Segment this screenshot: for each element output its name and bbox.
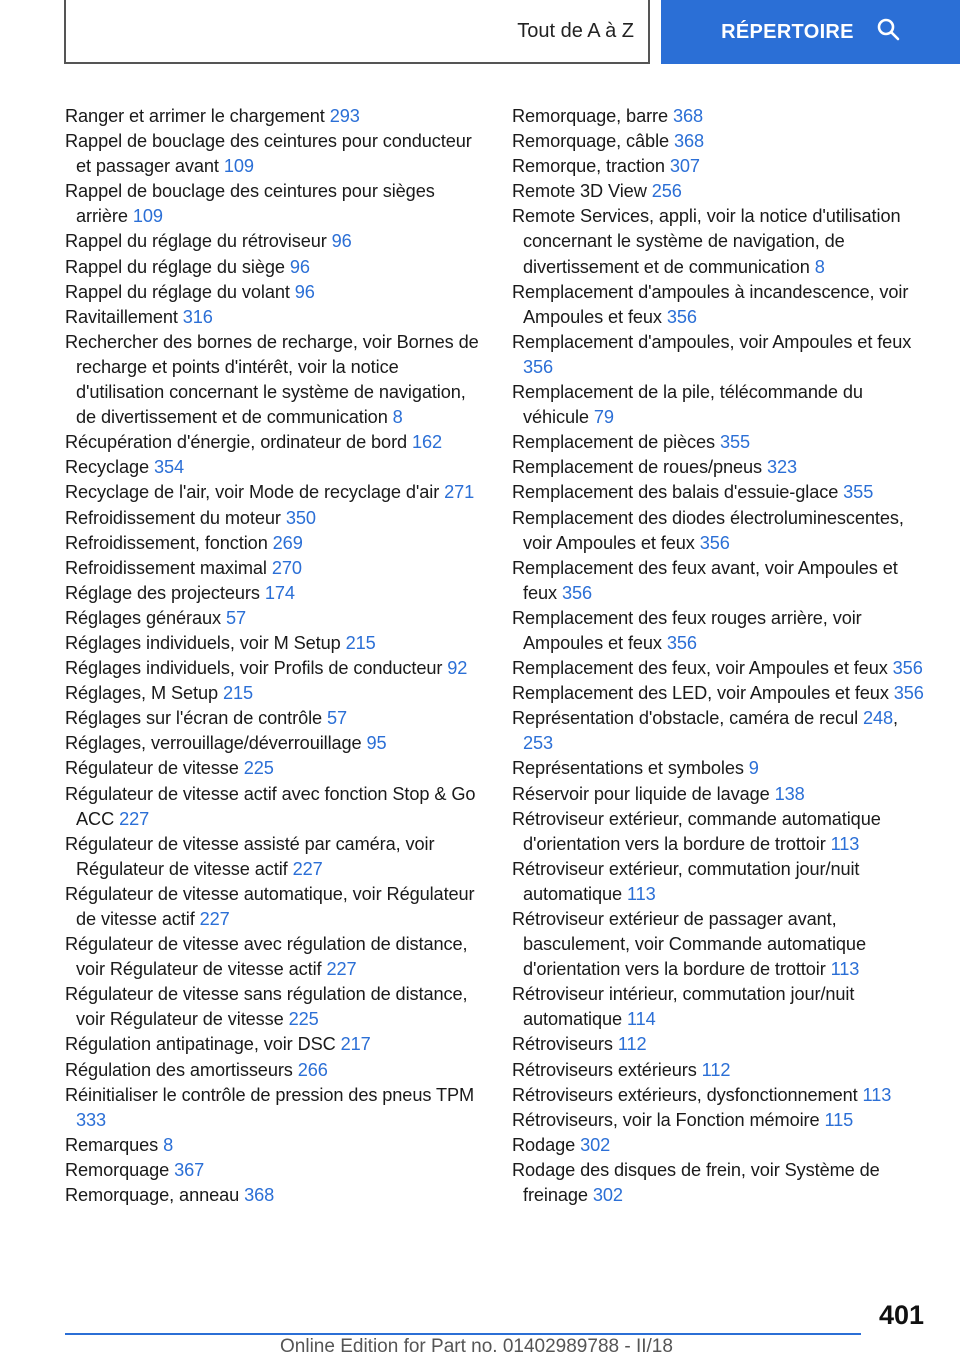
index-entry <box>65 581 485 606</box>
index-entry <box>512 807 932 857</box>
footer-divider <box>65 1333 861 1335</box>
index-entry-term: Remplacement des balais d'essuie-glace <box>512 482 839 503</box>
index-entry: Représentation d'obstacle, caméra de recul 248, 253 <box>512 708 898 754</box>
index-entry-term: Rodage des disques de frein, voir Système de freinage <box>512 1159 880 1206</box>
page-reference-link[interactable]: 356 <box>666 306 697 327</box>
index-entry-term: Rétroviseurs <box>512 1034 613 1055</box>
index-entry-term: Rappel du réglage du rétroviseur <box>65 231 327 252</box>
page-reference-link[interactable]: 215 <box>345 632 376 653</box>
index-entry <box>65 1058 485 1083</box>
page-reference-link[interactable]: 302 <box>592 1185 623 1206</box>
index-column-right <box>512 104 932 1208</box>
page-reference-link[interactable]: 95 <box>366 733 387 754</box>
page-reference-link[interactable]: 269 <box>272 532 303 553</box>
page-reference-link[interactable]: 92 <box>447 658 468 679</box>
index-entry <box>65 782 485 832</box>
page-reference-link[interactable]: 225 <box>243 758 274 779</box>
page-reference-link[interactable]: 356 <box>699 532 730 553</box>
index-entry <box>512 280 932 330</box>
index-entry <box>65 882 485 932</box>
index-entry <box>65 480 485 505</box>
index-entry-term: Ranger et arrimer le chargement <box>65 106 325 126</box>
index-entry-term: Ravitaillement <box>65 306 178 327</box>
page-reference-link[interactable]: 293 <box>329 106 360 126</box>
index-entry <box>512 1032 932 1057</box>
page-reference-link[interactable]: 368 <box>674 131 705 152</box>
index-entry-term: Récupération d'énergie, ordinateur de bord <box>65 432 408 453</box>
page-reference-link[interactable]: 227 <box>326 959 357 980</box>
page-reference-link[interactable]: 302 <box>580 1134 611 1155</box>
page-reference-link[interactable]: 113 <box>626 883 656 904</box>
index-entry <box>65 1032 485 1057</box>
page-reference-link[interactable]: 115 <box>824 1109 854 1130</box>
index-entry-term: Remorquage, anneau <box>65 1185 240 1206</box>
page-reference-link[interactable]: 266 <box>297 1059 328 1080</box>
index-entry <box>512 907 932 982</box>
index-entry <box>65 104 485 129</box>
index-entry-term: Réglages sur l'écran de contrôle <box>65 708 323 729</box>
index-entry <box>512 179 932 204</box>
index-entry <box>65 455 485 480</box>
index-entry-term: Réglages, verrouillage/déverrouillage <box>65 733 362 754</box>
index-entry <box>512 656 932 681</box>
index-entry <box>512 204 932 279</box>
index-entry <box>65 531 485 556</box>
index-entry <box>65 506 485 531</box>
page-reference-link[interactable]: 350 <box>285 507 316 528</box>
index-entry-term: Réinitialiser le contrôle de pression des pneus TPM <box>65 1084 475 1105</box>
index-entry <box>512 1058 932 1083</box>
page-reference-link[interactable]: 256 <box>651 181 682 202</box>
index-entry-term: Remorquage, barre <box>512 106 669 126</box>
index-entry <box>65 255 485 280</box>
page-reference-link[interactable]: 355 <box>843 482 874 503</box>
index-entry-term: Régulateur de vitesse <box>65 758 239 779</box>
index-entry-term: Remplacement des diodes électroluminescentes, voir Ampoules et feux <box>512 507 904 553</box>
index-entry-term: Réglages généraux <box>65 607 222 628</box>
index-entry-term: Refroidissement du moteur <box>65 507 281 528</box>
index-entry-term: Régulateur de vitesse avec régulation de distance, voir Régulateur de vitesse actif <box>65 934 468 980</box>
index-entry-term: Régulateur de vitesse sans régulation de distance, voir Régulateur de vitesse <box>65 984 468 1030</box>
page-reference-link[interactable]: 174 <box>264 582 295 603</box>
index-entry-term: Rétroviseur intérieur, commutation jour/nuit automatique <box>512 984 855 1030</box>
page-reference-link[interactable]: 109 <box>132 206 163 227</box>
index-entry-term: Remplacement de pièces <box>512 432 716 453</box>
index-entry <box>65 731 485 756</box>
index-entry-term: Représentations et symboles <box>512 758 744 779</box>
index-entry <box>512 506 932 556</box>
index-entry <box>512 330 932 380</box>
index-entry-term: Remplacement de la pile, télécommande du véhicule <box>512 382 863 428</box>
index-entry-term: Rechercher des bornes de recharge, voir Bornes de recharge et points d'intérêt, voir la notice d'utilisation concernant le système de navigation, de divertissement et de communication <box>65 331 479 428</box>
page-reference-link[interactable]: 323 <box>767 457 798 478</box>
page-reference-link[interactable]: 96 <box>331 231 352 252</box>
index-entry-term: Recyclage de l'air, voir Mode de recyclage d'air <box>65 482 440 503</box>
index-entry <box>512 982 932 1032</box>
page-reference-link[interactable]: 215 <box>222 683 253 704</box>
index-entry <box>65 631 485 656</box>
index-entry-term: Recyclage <box>65 457 150 478</box>
tab-a-to-z-label: Tout de A à Z <box>517 19 634 42</box>
index-entry <box>65 430 485 455</box>
index-entry-term: Remplacement des LED, voir Ampoules et feux <box>512 683 889 704</box>
page-reference-link[interactable]: 356 <box>892 658 923 679</box>
page-reference-link[interactable]: 355 <box>719 432 751 453</box>
index-entry <box>65 1158 485 1183</box>
index-entry <box>512 1158 932 1208</box>
index-entry-term: Réservoir pour liquide de lavage <box>512 783 770 804</box>
page-reference-link[interactable]: 96 <box>289 256 310 277</box>
index-entry <box>65 280 485 305</box>
index-entry <box>65 179 485 229</box>
page-reference-link[interactable]: 8 <box>392 407 403 428</box>
index-entry-term: Rappel du réglage du siège <box>65 256 285 277</box>
page-reference-link[interactable]: 248 <box>863 708 894 729</box>
index-entry <box>65 932 485 982</box>
tab-repertoire[interactable] <box>661 0 960 64</box>
index-entry-term: Remplacement de roues/pneus <box>512 457 763 478</box>
index-entry-term: Réglages individuels, voir Profils de conducteur <box>65 658 443 679</box>
page-reference-link[interactable]: 217 <box>340 1034 371 1055</box>
page-reference-link[interactable]: 113 <box>830 959 860 980</box>
index-entry <box>512 154 932 179</box>
page-reference-link[interactable]: 270 <box>271 557 302 578</box>
index-entry-term: Rétroviseur extérieur, commande automatique d'orientation vers la bordure de trottoir <box>512 808 881 854</box>
index-entry <box>65 706 485 731</box>
page-reference-link[interactable]: 57 <box>226 607 247 628</box>
index-entry <box>512 1108 932 1133</box>
index-entry-term: Remorquage <box>65 1159 170 1180</box>
index-entry-term: Rappel de bouclage des ceintures pour sièges arrière <box>65 181 435 227</box>
index-entry <box>512 556 932 606</box>
index-entry-term: Remote Services, appli, voir la notice d'utilisation concernant le système de navigation, de divertissement et de communication <box>512 206 901 277</box>
index-entry-term: Représentation d'obstacle, caméra de recul <box>512 708 859 729</box>
page-reference-link[interactable]: 8 <box>163 1134 174 1155</box>
page-reference-link[interactable]: 113 <box>862 1084 892 1105</box>
index-entry <box>65 229 485 254</box>
page-reference-link[interactable]: 79 <box>593 407 614 428</box>
index-entry-term: Refroidissement, fonction <box>65 532 268 553</box>
page-reference-link[interactable]: 8 <box>814 256 825 277</box>
page-reference-link[interactable]: 9 <box>748 758 759 779</box>
index-entry-term: Remplacement des feux rouges arrière, voir Ampoules et feux <box>512 607 862 653</box>
index-entry <box>65 556 485 581</box>
index-entry <box>512 681 932 706</box>
index-entry <box>512 1133 932 1158</box>
page-reference-link[interactable]: 138 <box>774 783 805 804</box>
tab-repertoire-label: RÉPERTOIRE <box>721 20 854 43</box>
index-entry-term: Remplacement d'ampoules à incandescence, voir Ampoules et feux <box>512 281 909 327</box>
page-reference-link[interactable]: 112 <box>701 1059 731 1080</box>
index-entry-term: Régulateur de vitesse automatique, voir Régulateur de vitesse actif <box>65 883 475 929</box>
index-entry <box>512 756 932 781</box>
index-entry-term: Rétroviseur extérieur, commutation jour/nuit automatique <box>512 858 860 904</box>
page-reference-link[interactable]: 356 <box>666 632 697 653</box>
index-entry-term: Rappel du réglage du volant <box>65 281 290 302</box>
index-entry <box>65 982 485 1032</box>
footer-edition-text: Online Edition for Part no. 01402989788 - II/18 <box>280 1336 673 1357</box>
index-entry <box>65 129 485 179</box>
index-entry-term: Remorquage, câble <box>512 131 670 152</box>
index-entry-term: Rétroviseurs extérieurs <box>512 1059 697 1080</box>
index-entry <box>512 606 932 656</box>
page-reference-link[interactable]: 367 <box>174 1159 205 1180</box>
page-reference-link[interactable]: 96 <box>294 281 315 302</box>
page-reference-link[interactable]: 354 <box>153 457 185 478</box>
index-entry <box>65 1133 485 1158</box>
index-entry <box>65 305 485 330</box>
index-entry <box>512 782 932 807</box>
tab-a-to-z[interactable] <box>64 0 650 64</box>
page-reference-link[interactable]: 227 <box>199 909 230 929</box>
index-entry <box>512 455 932 480</box>
index-entry-term: Rétroviseurs, voir la Fonction mémoire <box>512 1109 820 1130</box>
page-reference-link[interactable]: 368 <box>672 106 704 126</box>
index-entry-term: Remorque, traction <box>512 156 665 177</box>
index-entry <box>65 656 485 681</box>
page-reference-link[interactable]: 162 <box>412 432 443 453</box>
page-reference-link[interactable]: 114 <box>626 1009 656 1030</box>
index-entry <box>512 1083 932 1108</box>
page-reference-link[interactable]: 316 <box>182 306 213 327</box>
index-entry <box>512 480 932 505</box>
index-entry-term: Régulation des amortisseurs <box>65 1059 293 1080</box>
index-entry-term: Réglage des projecteurs <box>65 582 260 603</box>
index-entry <box>65 330 485 430</box>
index-entry <box>65 606 485 631</box>
index-entry-term: Rodage <box>512 1134 576 1155</box>
index-entry-term: Remplacement des feux, voir Ampoules et feux <box>512 658 888 679</box>
index-entry-term: Régulateur de vitesse assisté par caméra, voir Régulateur de vitesse actif <box>65 833 435 879</box>
page-reference-link[interactable]: 113 <box>830 833 860 854</box>
index-entry <box>65 1183 485 1208</box>
index-entry-term: Régulateur de vitesse actif avec fonction Stop & Go ACC <box>65 783 476 829</box>
page-reference-link[interactable]: 227 <box>119 808 150 829</box>
index-entry-term: Remplacement d'ampoules, voir Ampoules et feux <box>512 331 912 352</box>
index-entry-term: Remote 3D View <box>512 181 647 202</box>
index-entry <box>512 857 932 907</box>
index-entry-term: Régulation antipatinage, voir DSC <box>65 1034 336 1055</box>
page-reference-link[interactable]: 356 <box>893 683 924 704</box>
page-reference-link[interactable]: 307 <box>669 156 700 177</box>
index-entry-term: Rétroviseur extérieur de passager avant, basculement, voir Commande automatique d'orientation vers la bordure de trottoir <box>512 909 866 980</box>
page-reference-link[interactable]: 356 <box>561 582 592 603</box>
page-number: 401 <box>878 1300 924 1330</box>
page-reference-link[interactable]: 333 <box>76 1109 107 1130</box>
search-icon <box>876 17 900 47</box>
index-entry <box>512 380 932 430</box>
index-entry-term: Rappel de bouclage des ceintures pour conducteur et passager avant <box>65 131 472 177</box>
page-reference-link[interactable]: 356 <box>523 356 554 377</box>
index-entry-term: Remarques <box>65 1134 159 1155</box>
index-entry <box>512 104 932 129</box>
index-entry-term: Remplacement des feux avant, voir Ampoules et feux <box>512 557 898 603</box>
index-entry-term: Réglages individuels, voir M Setup <box>65 632 341 653</box>
index-column-left <box>65 104 485 1208</box>
page-reference-link[interactable]: 227 <box>292 858 323 879</box>
index-entry-term: Rétroviseurs extérieurs, dysfonctionnement <box>512 1084 858 1105</box>
index-entry <box>65 832 485 882</box>
index-entry <box>65 1083 485 1133</box>
index-entry-term: Refroidissement maximal <box>65 557 267 578</box>
index-entry <box>65 756 485 781</box>
page-reference-link[interactable]: 225 <box>288 1009 319 1030</box>
index-entry <box>512 129 932 154</box>
page-reference-link[interactable]: 253 <box>523 733 554 754</box>
page-reference-link[interactable]: 112 <box>617 1034 647 1055</box>
index-entry-term: Réglages, M Setup <box>65 683 218 704</box>
page-reference-link[interactable]: 368 <box>244 1185 275 1206</box>
page-reference-link[interactable]: 109 <box>223 156 254 177</box>
page-reference-link[interactable]: 57 <box>327 708 348 729</box>
index-entry <box>512 430 932 455</box>
index-entry <box>65 681 485 706</box>
page-reference-link[interactable]: 271 <box>444 482 475 503</box>
